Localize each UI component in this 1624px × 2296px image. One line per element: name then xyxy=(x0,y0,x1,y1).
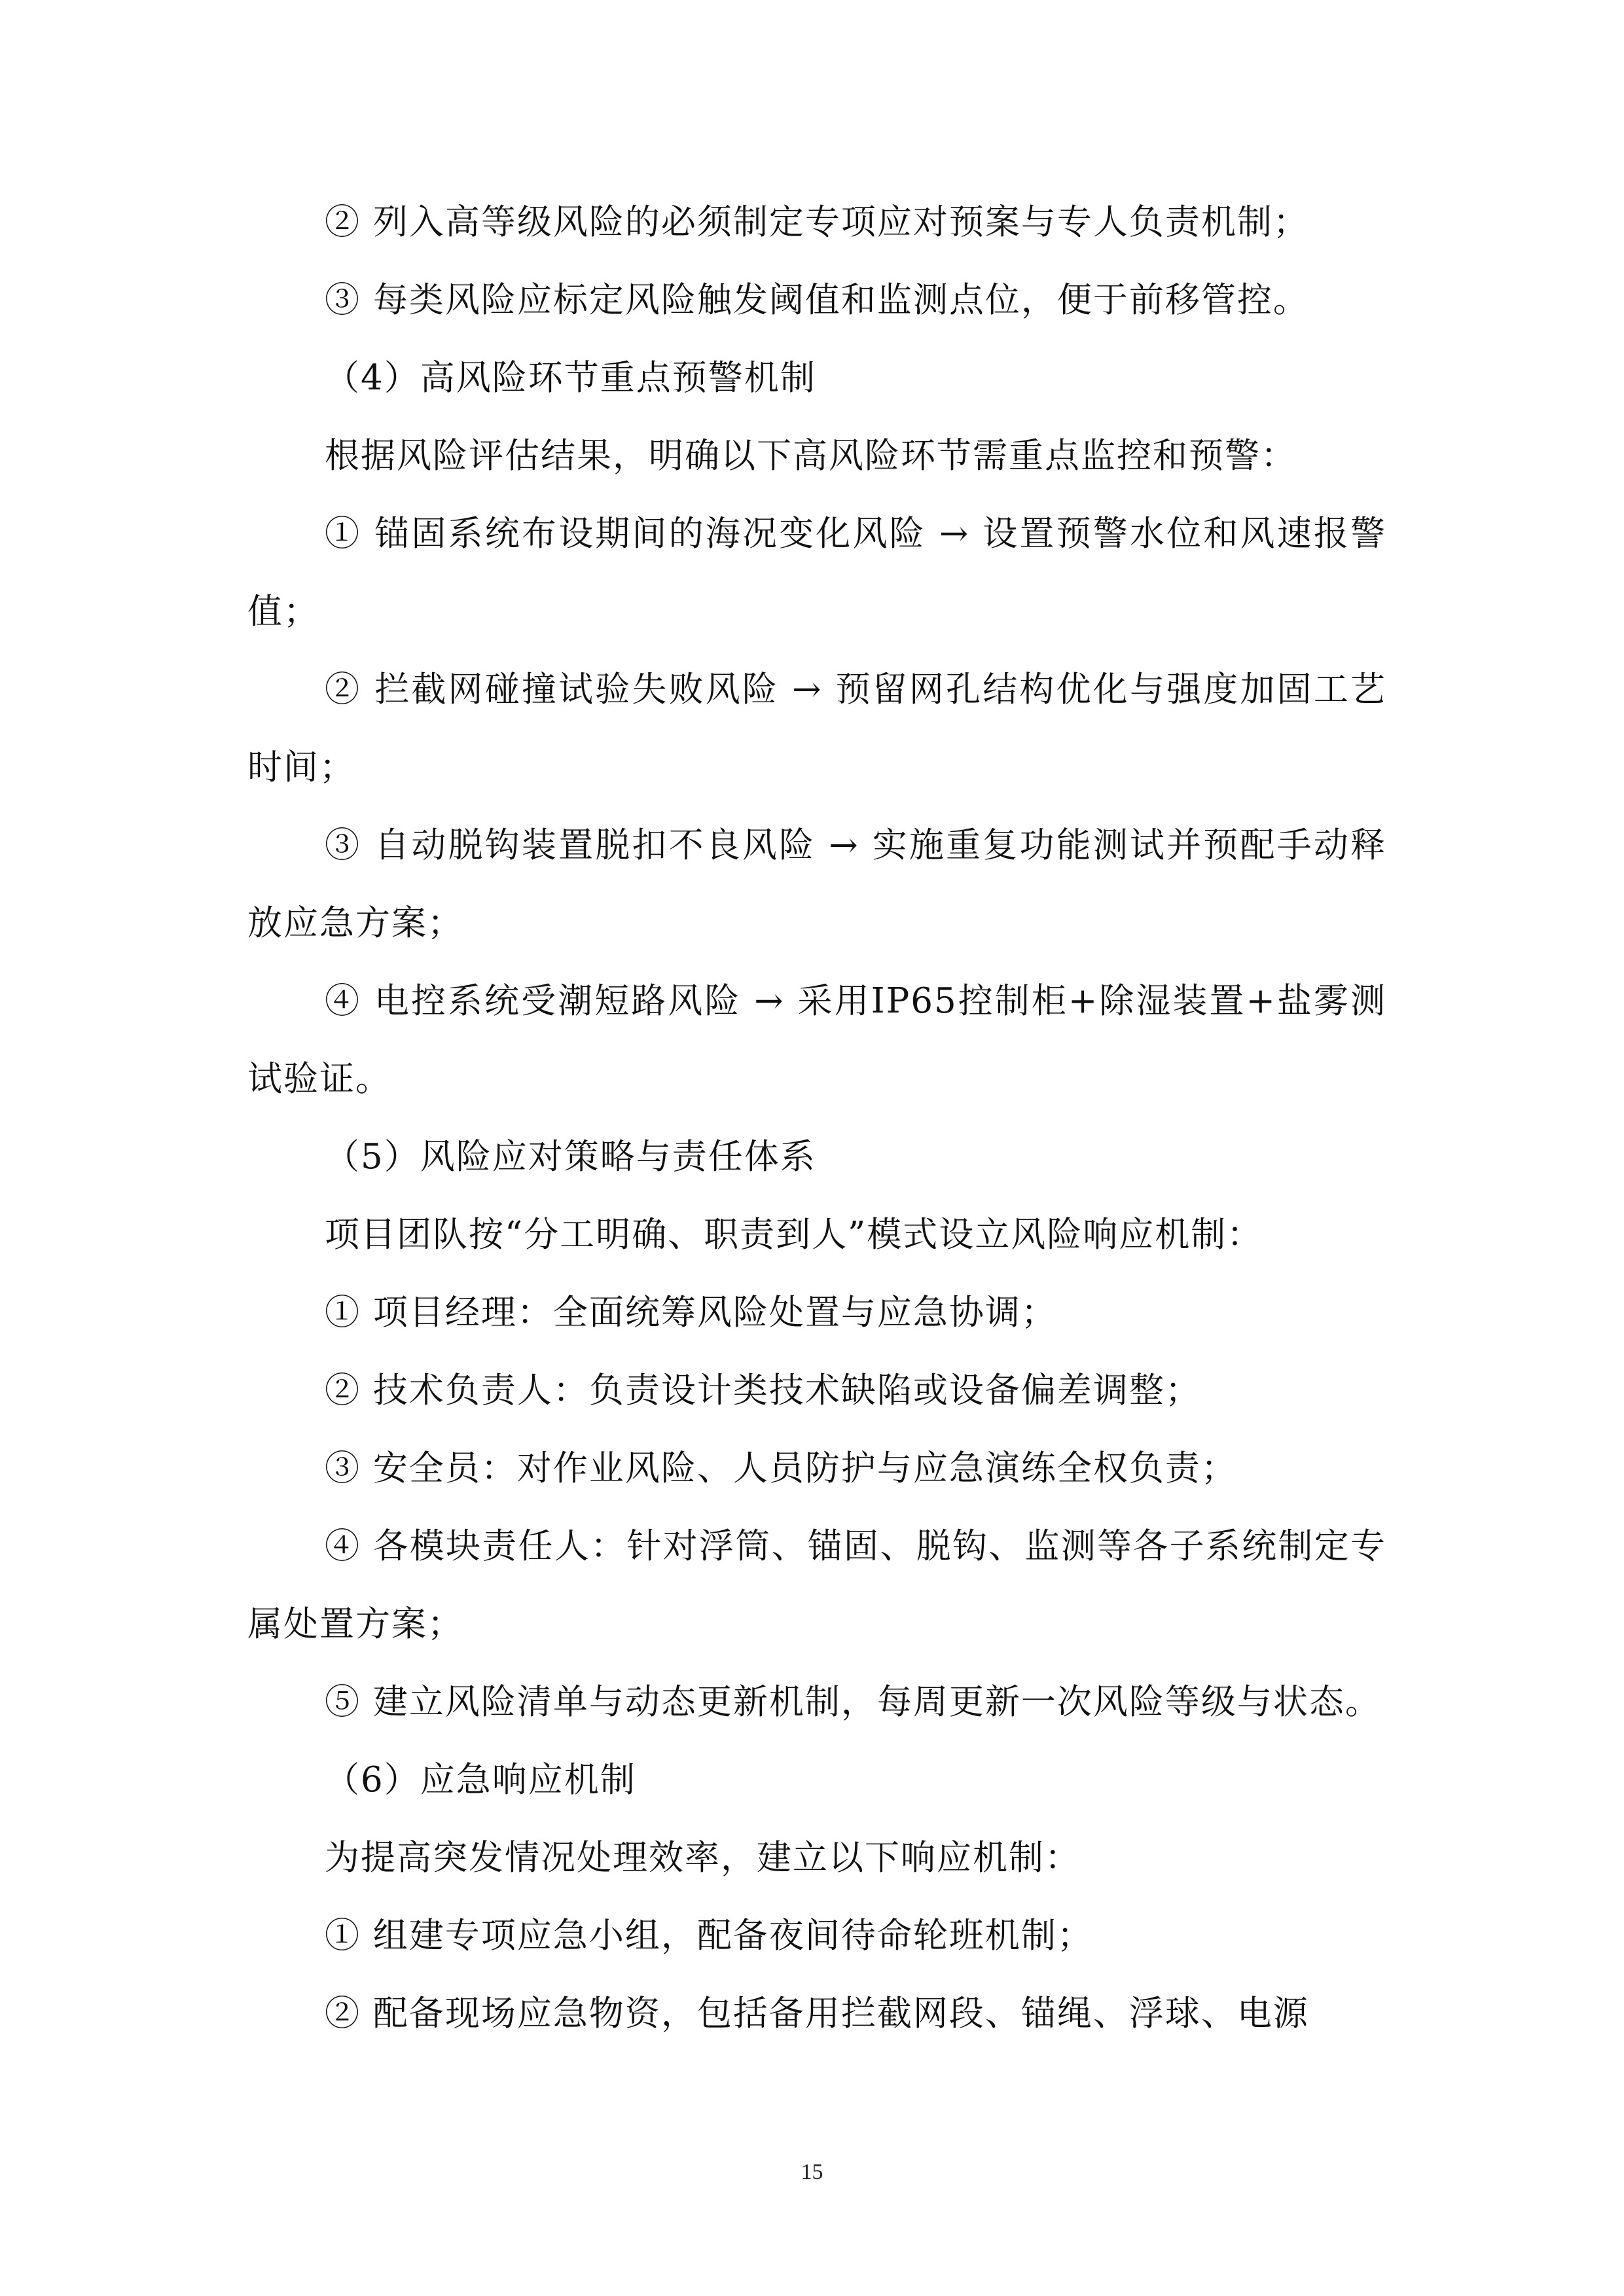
list-item-technical-lead: ② 技术负责人：负责设计类技术缺陷或设备偏差调整； xyxy=(325,1371,1201,1410)
page-number: 15 xyxy=(801,2160,823,2184)
list-item-3-risk-threshold: ③ 每类风险应标定风险触发阈值和监测点位，便于前移管控。 xyxy=(325,280,1309,320)
list-item-risk-register: ⑤ 建立风险清单与动态更新机制，每周更新一次风险等级与状态。 xyxy=(325,1682,1381,1722)
list-item-emergency-supplies: ② 配备现场应急物资，包括备用拦截网段、锚绳、浮球、电源 xyxy=(325,1994,1309,2034)
section-heading-5: （5）风险应对策略与责任体系 xyxy=(325,1137,816,1177)
list-item-emergency-team: ① 组建专项应急小组，配备夜间待命轮班机制； xyxy=(325,1916,1093,1956)
intro-paragraph-responsibility: 项目团队按“分工明确、职责到人”模式设立风险响应机制： xyxy=(325,1215,1263,1255)
intro-paragraph-emergency: 为提高突发情况处理效率，建立以下响应机制： xyxy=(325,1838,1081,1878)
body-text xyxy=(247,183,1386,2053)
list-item-module-owners: ④ 各模块责任人：针对浮筒、锚固、脱钩、监测等各子系统制定专属处置方案； xyxy=(247,1526,1386,1644)
list-item-project-manager: ① 项目经理：全面统筹风险处置与应急协调； xyxy=(325,1293,1057,1333)
section-heading-6: （6）应急响应机制 xyxy=(325,1760,636,1800)
section-heading-4: （4）高风险环节重点预警机制 xyxy=(325,358,816,398)
list-item-safety-officer: ③ 安全员：对作业风险、人员防护与应急演练全权负责； xyxy=(325,1448,1237,1488)
intro-paragraph-warning: 根据风险评估结果，明确以下高风险环节需重点监控和预警： xyxy=(325,436,1297,476)
list-item-2-high-risk-plan: ② 列入高等级风险的必须制定专项应对预案与专人负责机制； xyxy=(325,202,1309,242)
list-item-net-collision-risk: ② 拦截网碰撞试验失败风险 → 预留网孔结构优化与强度加固工艺时间； xyxy=(247,670,1386,787)
list-item-anchor-risk: ① 锚固系统布设期间的海况变化风险 → 设置预警水位和风速报警值； xyxy=(247,514,1386,632)
list-item-electric-control-risk: ④ 电控系统受潮短路风险 → 采用IP65控制柜+除湿装置+盐雾测试验证。 xyxy=(247,981,1386,1099)
list-item-release-device-risk: ③ 自动脱钩装置脱扣不良风险 → 实施重复功能测试并预配手动释放应急方案； xyxy=(247,825,1386,943)
